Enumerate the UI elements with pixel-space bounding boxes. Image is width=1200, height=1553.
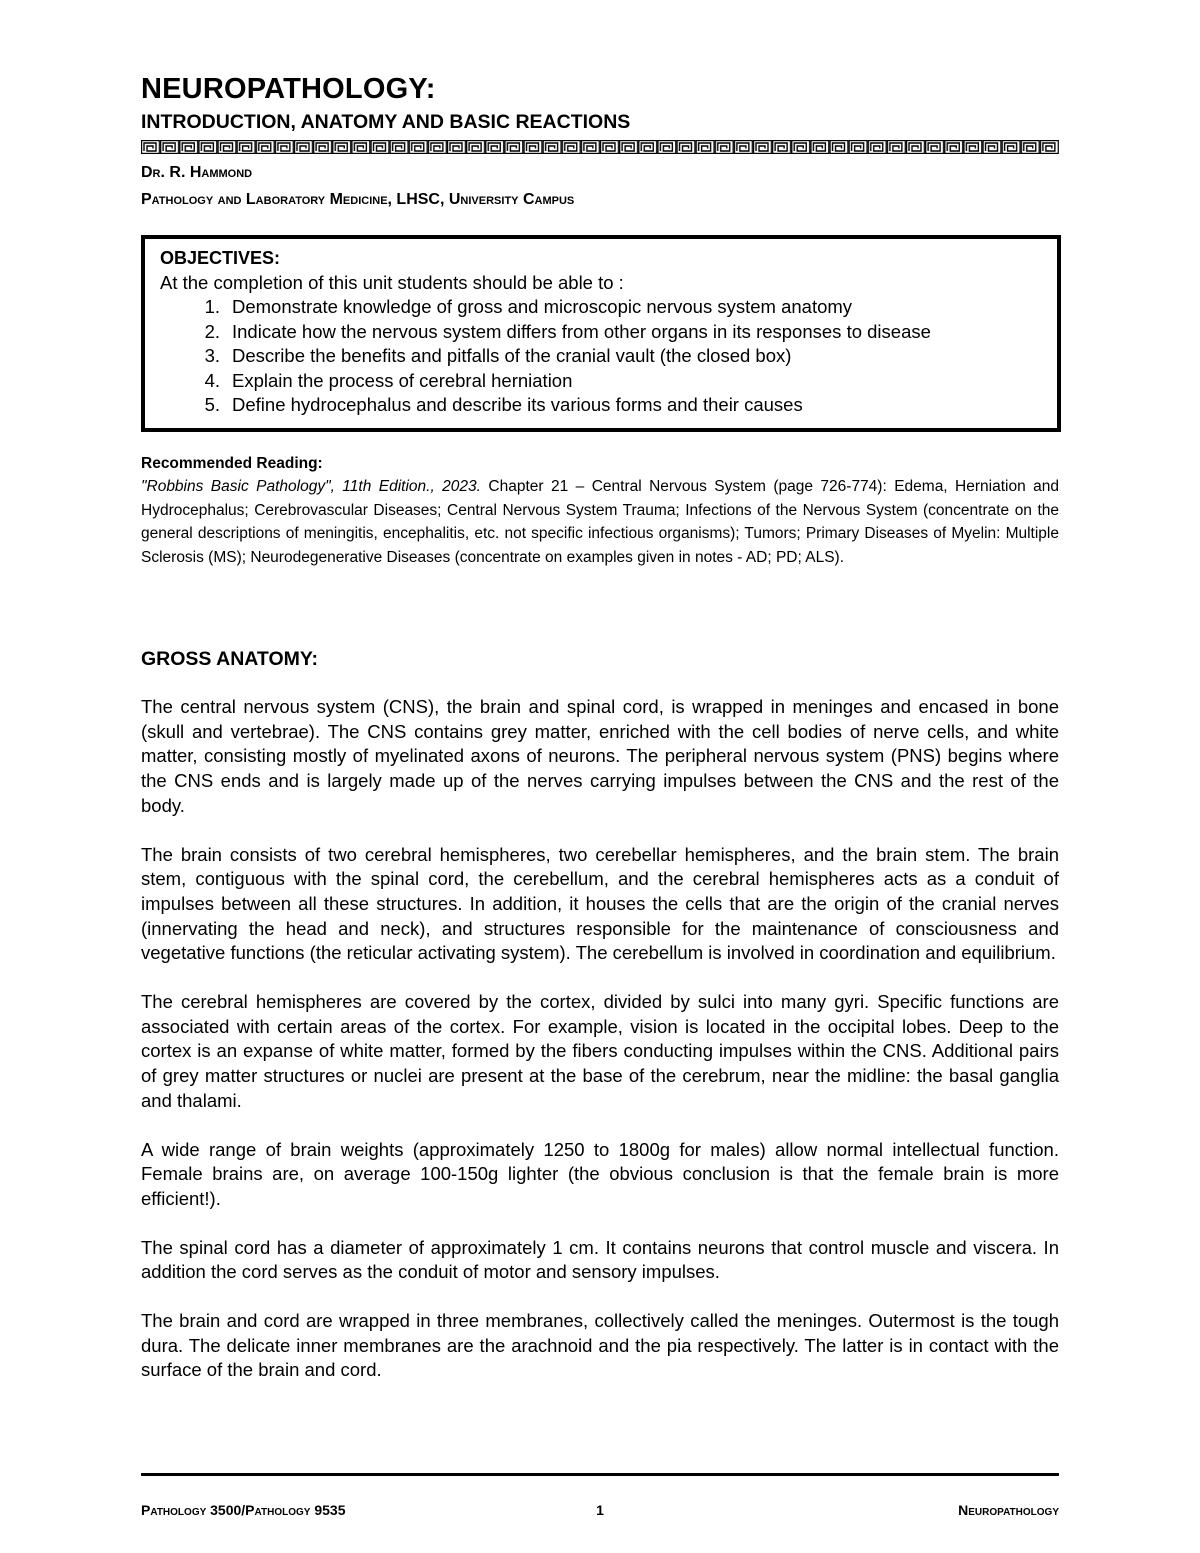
objective-item: 3. Describe the benefits and pitfalls of the cranial vault (the closed box)	[204, 345, 792, 366]
author-affiliation: Pathology and Laboratory Medicine, LHSC, University Campus	[141, 191, 575, 208]
document-page	[141, 72, 1059, 1383]
footer-page-number: 1	[596, 1502, 604, 1518]
author-name: Dr. R. Hammond	[141, 164, 253, 181]
footer-course: Pathology 3500/Pathology 9535	[141, 1502, 346, 1518]
reading-heading: Recommended Reading:	[141, 454, 323, 472]
greek-key-border	[141, 140, 1059, 154]
paragraph: The brain consists of two cerebral hemispheres, two cerebellar hemispheres, and the brain stem. The brain stem, contiguous with the spinal cord, the cerebellum, and the cerebral hemispheres acts as a conduit of impulses between all these structures. In addition, it houses the cells that are the origin of the cranial nerves (innervating the head and neck), and structures responsible for the maintenance of consciousness and vegetative functions (the reticular activating system). The cerebellum is involved in coordination and equilibrium.	[141, 843, 1059, 964]
reading-body	[141, 475, 1059, 569]
objective-item: 1. Demonstrate knowledge of gross and microscopic nervous system anatomy	[204, 296, 853, 317]
reading-text: Chapter 21 – Central Nervous System (page 726-774): Edema, Herniation and Hydrocephalus; Cerebrovascular Diseases; Central Nervous System Trauma; Infections of the Nervous System (concentrate on the general descriptions of meningitis, encephalitis, etc. not specific infectious organisms); Tumors; Primary Diseases of Myelin: Multiple Sclerosis (MS); Neurodegenerative Diseases (concentrate on examples given in notes - AD; PD; ALS).	[141, 478, 1059, 566]
objectives-intro: At the completion of this unit students should be able to :	[160, 272, 624, 293]
objectives-list	[160, 295, 1043, 418]
paragraph: The brain and cord are wrapped in three membranes, collectively called the meninges. Outermost is the tough dura. The delicate inner membranes are the arachnoid and the pia respectively. The latter is in contact with the surface of the brain and cord.	[141, 1310, 1059, 1381]
paragraph: A wide range of brain weights (approximately 1250 to 1800g for males) allow normal intellectual function. Female brains are, on average 100-150g lighter (the obvious conclusion is that the female brain is more efficient!).	[141, 1138, 1059, 1209]
reading-citation: "Robbins Basic Pathology", 11th Edition., 2023.	[141, 478, 481, 495]
objectives-heading: OBJECTIVES:	[160, 248, 281, 268]
objectives-box	[141, 235, 1061, 432]
objective-item: 5. Define hydrocephalus and describe its various forms and their causes	[204, 394, 803, 415]
recommended-reading	[141, 452, 1059, 570]
footer-rule	[141, 1473, 1059, 1476]
document-subtitle: INTRODUCTION, ANATOMY AND BASIC REACTIONS	[141, 111, 631, 133]
paragraph: The cerebral hemispheres are covered by the cortex, divided by sulci into many gyri. Specific functions are associated with certain areas of the cortex. For example, vision is located in the occipital lobes. Deep to the cortex is an expanse of white matter, formed by the fibers conducting impulses within the CNS. Additional pairs of grey matter structures or nuclei are present at the base of the cerebrum, near the midline: the basal ganglia and thalami.	[141, 991, 1059, 1111]
paragraph: The central nervous system (CNS), the brain and spinal cord, is wrapped in meninges and encased in bone (skull and vertebrae). The CNS contains grey matter, enriched with the cell bodies of nerve cells, and white matter, consisting mostly of myelinated axons of neurons. The peripheral nervous system (PNS) begins where the CNS ends and is largely made up of the nerves carrying impulses between the CNS and the rest of the body.	[141, 696, 1059, 816]
objective-item: 4. Explain the process of cerebral herniation	[204, 369, 573, 391]
objective-item: 2. Indicate how the nervous system differs from other organs in its responses to disease	[204, 320, 931, 342]
gross-anatomy-heading: GROSS ANATOMY:	[141, 648, 318, 670]
paragraph: The spinal cord has a diameter of approximately 1 cm. It contains neurons that control muscle and viscera. In addition the cord serves as the conduit of motor and sensory impulses.	[141, 1236, 1059, 1283]
footer-section: Neuropathology	[958, 1502, 1059, 1518]
document-title: NEUROPATHOLOGY:	[141, 73, 436, 105]
